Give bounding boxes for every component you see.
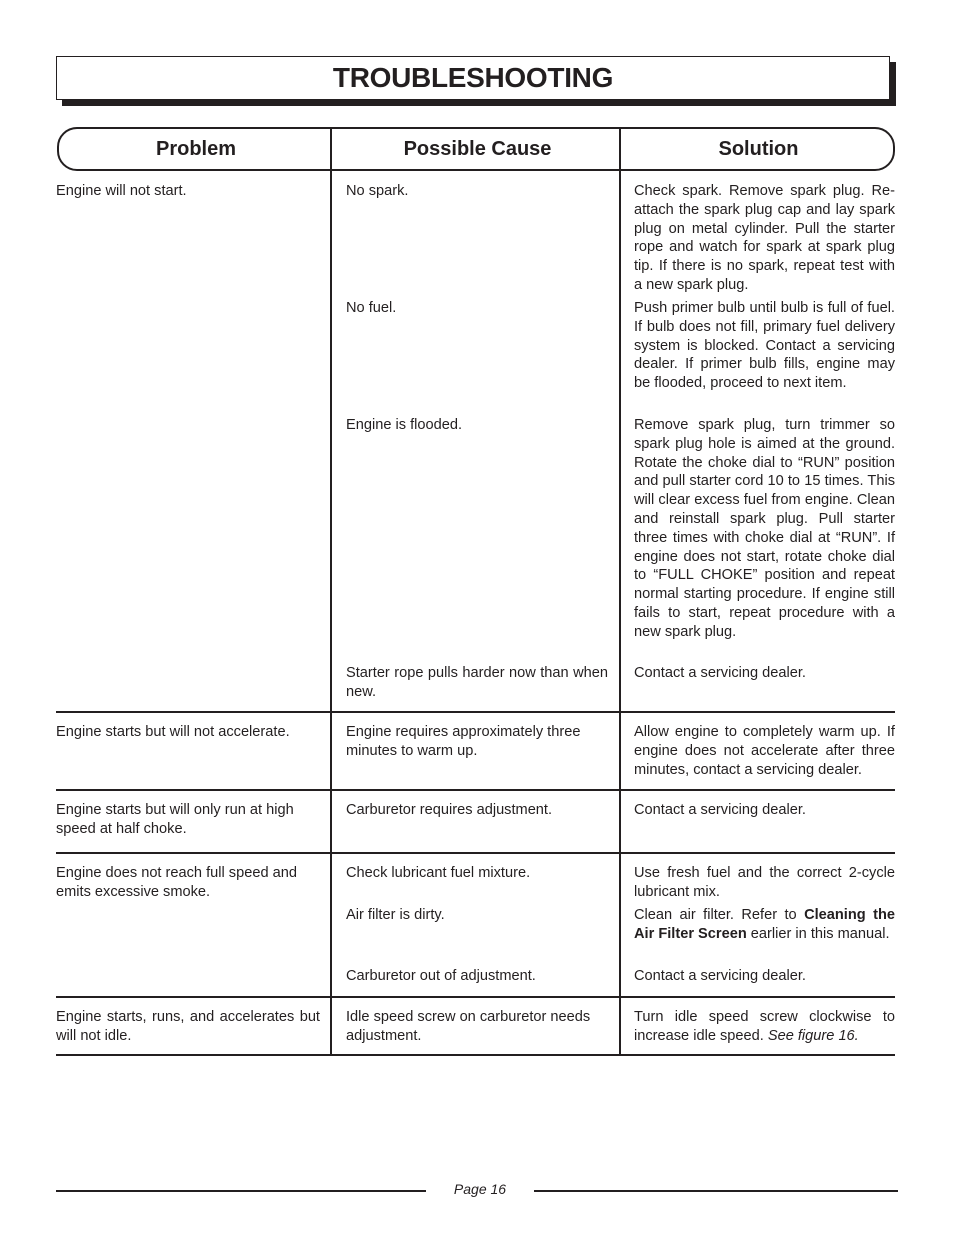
solution-text: Clean air filter. Refer to (634, 907, 805, 923)
figure-reference: See figure 16. (767, 1027, 859, 1044)
row-separator (56, 789, 895, 791)
problem-cell: Engine starts but will not accelerate. (56, 724, 290, 740)
header-divider (619, 127, 621, 171)
solution-cell: Remove spark plug, turn trimmer so spark plug hole is aimed at the ground. Rotate the choke dial to “RUN” position and pull starter cord 10 to 15 times. This will clear excess fuel from engine. Clean and reinstall spark plug. Pull starter three times with choke dial at “RUN”. If engine does not start, rotate choke dial to “FULL CHOKE” position and repeat normal starting procedure. If engine still fails to start, repeat procedure with a new spark plug. (634, 417, 895, 640)
solution-cell: Contact a servicing dealer. (634, 802, 806, 818)
header-possible-cause: Possible Cause (403, 137, 552, 160)
cause-cell: Engine requires approximately three minutes to warm up. (346, 724, 581, 759)
column-divider (330, 171, 332, 1056)
solution-text: Turn idle speed screw clockwise to increase idle speed. (634, 1009, 895, 1044)
table-header (57, 127, 895, 171)
cause-cell: No fuel. (346, 300, 397, 316)
row-separator (56, 711, 895, 713)
cause-cell: Carburetor requires adjustment. (346, 802, 553, 818)
footer-rule (56, 1190, 426, 1192)
header-divider (330, 127, 332, 171)
cause-cell: Carburetor out of adjustment. (346, 968, 536, 984)
solution-cell (634, 1008, 895, 1046)
row-separator (56, 996, 895, 998)
cause-cell: Air filter is dirty. (346, 907, 445, 923)
row-separator (56, 852, 895, 854)
section-reference: Cleaning the Air Filter Screen (634, 907, 895, 942)
problem-cell: Engine will not start. (56, 183, 187, 199)
title-banner (56, 56, 898, 106)
solution-cell (634, 906, 895, 944)
header-problem: Problem (155, 137, 237, 160)
solution-cell: Push primer bulb until bulb is full of fuel. If bulb does not fill, primary fuel delivery system is blocked. Contact a servicing dealer. If primer bulb fills, engine may be flooded, proceed to next item. (634, 300, 895, 392)
row-separator (56, 1054, 895, 1056)
solution-cell: Contact a servicing dealer. (634, 968, 806, 984)
cause-cell: Check lubricant fuel mixture. (346, 865, 531, 881)
page-title: TROUBLESHOOTING (56, 56, 890, 100)
solution-text: earlier in this manual. (746, 925, 890, 942)
column-divider (619, 171, 621, 1056)
header-solution: Solution (718, 137, 799, 160)
page-number: Page 16 (453, 1181, 507, 1197)
problem-cell: Engine starts, runs, and accelerates but will not idle. (56, 1009, 320, 1044)
cause-cell: Idle speed screw on carburetor needs adjustment. (346, 1009, 591, 1044)
problem-cell: Engine starts but will only run at high speed at half choke. (56, 802, 294, 837)
solution-cell: Allow engine to completely warm up. If engine does not accelerate after three minutes, contact a servicing dealer. (634, 724, 895, 778)
footer-rule (534, 1190, 898, 1192)
cause-cell: Engine is flooded. (346, 417, 463, 433)
cause-cell: Starter rope pulls harder now than when new. (346, 665, 608, 700)
cause-cell: No spark. (346, 183, 409, 199)
solution-cell: Check spark. Remove spark plug. Re-attach the spark plug cap and lay spark plug on metal cylinder. Pull the starter rope and watch for spark at spark plug tip. If there is no spark, repeat test with a new spark plug. (634, 183, 895, 293)
solution-cell: Use fresh fuel and the correct 2-cycle lubricant mix. (634, 865, 895, 900)
solution-cell: Contact a servicing dealer. (634, 665, 806, 681)
problem-cell: Engine does not reach full speed and emits excessive smoke. (56, 865, 297, 900)
